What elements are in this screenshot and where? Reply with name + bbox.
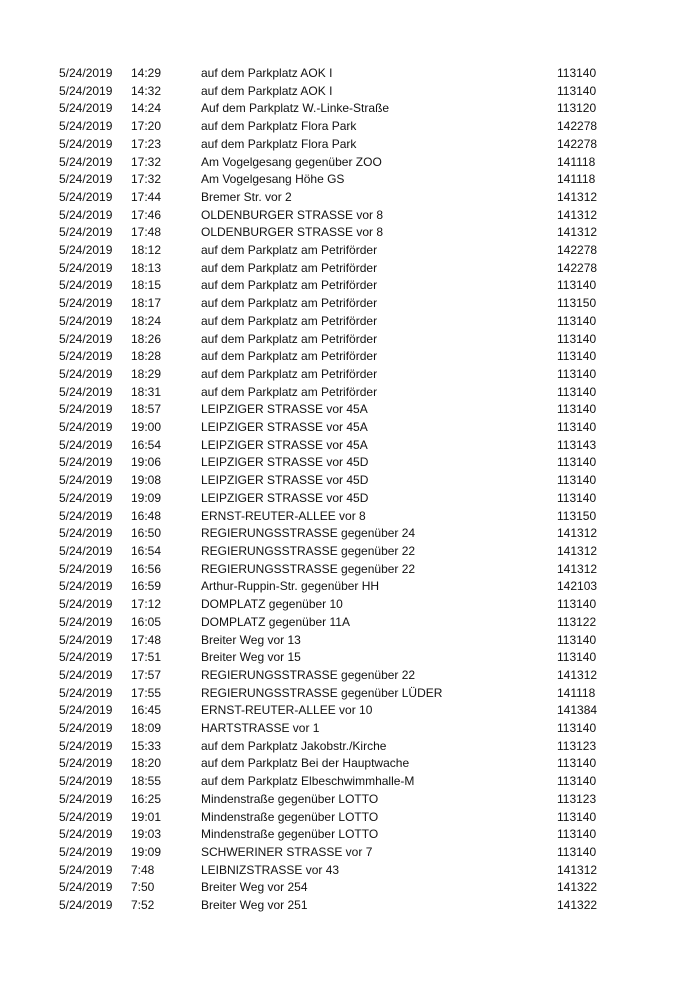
date-cell: 5/24/2019: [59, 225, 113, 240]
date-cell: 5/24/2019: [59, 774, 113, 789]
location-cell: auf dem Parkplatz am Petriförder: [201, 349, 378, 364]
code-cell: 113140: [557, 313, 597, 328]
table-row: [59, 543, 617, 561]
code-cell: 113140: [557, 349, 597, 364]
date-cell: 5/24/2019: [59, 827, 113, 842]
code-cell: 141312: [557, 862, 598, 877]
code-cell: 113120: [557, 101, 597, 116]
table-row: [59, 83, 617, 101]
date-cell: 5/24/2019: [59, 101, 113, 116]
code-cell: 141118: [557, 172, 596, 187]
table-row: [59, 419, 617, 437]
code-cell: 141312: [557, 207, 598, 222]
time-cell: 16:50: [131, 526, 162, 541]
code-cell: 113140: [557, 721, 597, 736]
table-row: [59, 348, 617, 366]
date-cell: 5/24/2019: [59, 66, 113, 80]
table-row: [59, 649, 617, 667]
date-cell: 5/24/2019: [59, 579, 113, 594]
date-cell: 5/24/2019: [59, 490, 113, 505]
code-cell: 113140: [557, 844, 597, 859]
table-row: [59, 260, 617, 278]
time-cell: 18:31: [131, 384, 162, 399]
location-cell: auf dem Parkplatz Flora Park: [201, 119, 357, 134]
table-row: [59, 561, 617, 579]
code-cell: 113150: [557, 508, 597, 523]
location-cell: DOMPLATZ gegenüber 10: [201, 597, 343, 612]
date-cell: 5/24/2019: [59, 756, 113, 771]
code-cell: 113140: [557, 331, 597, 346]
time-cell: 14:24: [131, 101, 162, 116]
date-cell: 5/24/2019: [59, 437, 113, 452]
time-cell: 19:09: [131, 490, 162, 505]
code-cell: 141312: [557, 189, 598, 204]
time-cell: 18:55: [131, 774, 162, 789]
code-cell: 142278: [557, 119, 598, 134]
table-row: [59, 596, 617, 614]
date-cell: 5/24/2019: [59, 473, 113, 488]
table-row: [59, 454, 617, 472]
table-row: [59, 171, 617, 189]
time-cell: 7:52: [131, 898, 155, 913]
location-cell: REGIERUNGSSTRASSE gegenüber 24: [201, 526, 416, 541]
date-cell: 5/24/2019: [59, 278, 113, 293]
code-cell: 141118: [557, 685, 596, 700]
date-cell: 5/24/2019: [59, 614, 113, 629]
date-cell: 5/24/2019: [59, 349, 113, 364]
date-cell: 5/24/2019: [59, 844, 113, 859]
time-cell: 17:46: [131, 207, 162, 222]
table-row: [59, 313, 617, 331]
date-cell: 5/24/2019: [59, 721, 113, 736]
time-cell: 19:09: [131, 844, 162, 859]
date-cell: 5/24/2019: [59, 384, 113, 399]
table-row: [59, 189, 617, 207]
time-cell: 18:24: [131, 313, 162, 328]
code-cell: 113123: [557, 791, 597, 806]
table-row: [59, 384, 617, 402]
location-cell: Breiter Weg vor 254: [201, 880, 308, 895]
table-row: [59, 773, 617, 791]
table-row: [59, 702, 617, 720]
date-cell: 5/24/2019: [59, 738, 113, 753]
date-cell: 5/24/2019: [59, 455, 113, 470]
date-cell: 5/24/2019: [59, 543, 113, 558]
table-row: [59, 809, 617, 827]
table-row: [59, 614, 617, 632]
time-cell: 16:48: [131, 508, 162, 523]
date-cell: 5/24/2019: [59, 898, 113, 913]
code-cell: 113122: [557, 614, 597, 629]
date-cell: 5/24/2019: [59, 809, 113, 824]
date-cell: 5/24/2019: [59, 119, 113, 134]
time-cell: 19:01: [131, 809, 162, 824]
time-cell: 16:05: [131, 614, 162, 629]
time-cell: 16:59: [131, 579, 162, 594]
records-table-body: [59, 65, 617, 915]
time-cell: 16:45: [131, 703, 162, 718]
location-cell: ERNST-REUTER-ALLEE vor 8: [201, 508, 366, 523]
code-cell: 142278: [557, 243, 598, 258]
date-cell: 5/24/2019: [59, 862, 113, 877]
location-cell: HARTSTRASSE vor 1: [201, 721, 320, 736]
table-row: [59, 578, 617, 596]
date-cell: 5/24/2019: [59, 402, 113, 417]
code-cell: 141312: [557, 225, 598, 240]
time-cell: 17:32: [131, 172, 162, 187]
table-row: [59, 65, 617, 83]
code-cell: 113140: [557, 809, 597, 824]
location-cell: SCHWERINER STRASSE vor 7: [201, 844, 373, 859]
location-cell: auf dem Parkplatz am Petriförder: [201, 296, 378, 311]
location-cell: auf dem Parkplatz am Petriförder: [201, 331, 378, 346]
location-cell: Mindenstraße gegenüber LOTTO: [201, 827, 379, 842]
table-row: [59, 472, 617, 490]
table-row: [59, 118, 617, 136]
location-cell: auf dem Parkplatz am Petriförder: [201, 384, 378, 399]
time-cell: 16:56: [131, 561, 162, 576]
code-cell: 113140: [557, 66, 597, 80]
code-cell: 142278: [557, 136, 598, 151]
location-cell: REGIERUNGSSTRASSE gegenüber 22: [201, 667, 416, 682]
time-cell: 16:25: [131, 791, 162, 806]
date-cell: 5/24/2019: [59, 366, 113, 381]
table-row: [59, 720, 617, 738]
location-cell: LEIPZIGER STRASSE vor 45D: [201, 490, 369, 505]
time-cell: 7:50: [131, 880, 155, 895]
records-table: [59, 65, 617, 915]
location-cell: DOMPLATZ gegenüber 11A: [201, 614, 350, 629]
date-cell: 5/24/2019: [59, 561, 113, 576]
code-cell: 141322: [557, 880, 598, 895]
location-cell: auf dem Parkplatz Jakobstr./Kirche: [201, 738, 387, 753]
location-cell: LEIPZIGER STRASSE vor 45D: [201, 473, 369, 488]
code-cell: 113123: [557, 738, 597, 753]
time-cell: 17:23: [131, 136, 162, 151]
date-cell: 5/24/2019: [59, 685, 113, 700]
date-cell: 5/24/2019: [59, 136, 113, 151]
code-cell: 113140: [557, 455, 597, 470]
table-row: [59, 136, 617, 154]
location-cell: Mindenstraße gegenüber LOTTO: [201, 791, 379, 806]
table-row: [59, 844, 617, 862]
time-cell: 19:08: [131, 473, 162, 488]
location-cell: Mindenstraße gegenüber LOTTO: [201, 809, 379, 824]
table-row: [59, 738, 617, 756]
time-cell: 18:28: [131, 349, 162, 364]
location-cell: auf dem Parkplatz am Petriförder: [201, 278, 378, 293]
code-cell: 113140: [557, 402, 597, 417]
code-cell: 113140: [557, 366, 597, 381]
location-cell: auf dem Parkplatz Flora Park: [201, 136, 357, 151]
location-cell: auf dem Parkplatz am Petriförder: [201, 366, 378, 381]
code-cell: 113140: [557, 278, 597, 293]
time-cell: 18:13: [131, 260, 162, 275]
date-cell: 5/24/2019: [59, 172, 113, 187]
location-cell: REGIERUNGSSTRASSE gegenüber LÜDER: [201, 685, 443, 700]
code-cell: 113140: [557, 490, 597, 505]
time-cell: 17:32: [131, 154, 162, 169]
time-cell: 19:00: [131, 420, 162, 435]
code-cell: 141312: [557, 543, 598, 558]
time-cell: 17:20: [131, 119, 162, 134]
table-row: [59, 632, 617, 650]
code-cell: 141312: [557, 526, 598, 541]
table-row: [59, 437, 617, 455]
location-cell: Auf dem Parkplatz W.-Linke-Straße: [201, 101, 390, 116]
table-row: [59, 755, 617, 773]
code-cell: 113140: [557, 473, 597, 488]
date-cell: 5/24/2019: [59, 632, 113, 647]
location-cell: auf dem Parkplatz AOK I: [201, 83, 333, 98]
time-cell: 17:44: [131, 189, 162, 204]
table-row: [59, 224, 617, 242]
date-cell: 5/24/2019: [59, 420, 113, 435]
location-cell: auf dem Parkplatz am Petriförder: [201, 243, 378, 258]
code-cell: 141322: [557, 898, 598, 913]
date-cell: 5/24/2019: [59, 83, 113, 98]
time-cell: 17:51: [131, 650, 162, 665]
location-cell: LEIBNIZSTRASSE vor 43: [201, 862, 340, 877]
code-cell: 141118: [557, 154, 596, 169]
table-row: [59, 667, 617, 685]
location-cell: Breiter Weg vor 251: [201, 898, 308, 913]
time-cell: 14:29: [131, 66, 162, 80]
location-cell: Arthur-Ruppin-Str. gegenüber HH: [201, 579, 380, 594]
code-cell: 141384: [557, 703, 598, 718]
code-cell: 113140: [557, 83, 597, 98]
date-cell: 5/24/2019: [59, 296, 113, 311]
date-cell: 5/24/2019: [59, 260, 113, 275]
code-cell: 113140: [557, 650, 597, 665]
table-row: [59, 508, 617, 526]
table-row: [59, 277, 617, 295]
time-cell: 16:54: [131, 543, 162, 558]
location-cell: Am Vogelgesang Höhe GS: [201, 172, 345, 187]
location-cell: OLDENBURGER STRASSE vor 8: [201, 225, 384, 240]
code-cell: 141312: [557, 561, 598, 576]
table-row: [59, 490, 617, 508]
table-row: [59, 826, 617, 844]
table-row: [59, 685, 617, 703]
location-cell: ERNST-REUTER-ALLEE vor 10: [201, 703, 373, 718]
table-row: [59, 862, 617, 880]
location-cell: LEIPZIGER STRASSE vor 45A: [201, 420, 368, 435]
code-cell: 113140: [557, 384, 597, 399]
code-cell: 113140: [557, 756, 597, 771]
time-cell: 19:03: [131, 827, 162, 842]
code-cell: 113140: [557, 597, 597, 612]
time-cell: 16:54: [131, 437, 162, 452]
table-row: [59, 207, 617, 225]
location-cell: auf dem Parkplatz am Petriförder: [201, 313, 378, 328]
date-cell: 5/24/2019: [59, 243, 113, 258]
location-cell: Breiter Weg vor 15: [201, 650, 301, 665]
table-row: [59, 525, 617, 543]
time-cell: 7:48: [131, 862, 155, 877]
time-cell: 14:32: [131, 83, 162, 98]
date-cell: 5/24/2019: [59, 189, 113, 204]
time-cell: 19:06: [131, 455, 162, 470]
date-cell: 5/24/2019: [59, 791, 113, 806]
time-cell: 17:12: [131, 597, 162, 612]
location-cell: REGIERUNGSSTRASSE gegenüber 22: [201, 543, 416, 558]
code-cell: 113140: [557, 774, 597, 789]
code-cell: 142278: [557, 260, 598, 275]
code-cell: 113140: [557, 827, 597, 842]
table-row: [59, 100, 617, 118]
time-cell: 17:48: [131, 632, 162, 647]
location-cell: LEIPZIGER STRASSE vor 45D: [201, 455, 369, 470]
time-cell: 18:26: [131, 331, 162, 346]
location-cell: auf dem Parkplatz Elbeschwimmhalle-M: [201, 774, 415, 789]
table-row: [59, 331, 617, 349]
location-cell: OLDENBURGER STRASSE vor 8: [201, 207, 384, 222]
date-cell: 5/24/2019: [59, 880, 113, 895]
time-cell: 18:57: [131, 402, 162, 417]
date-cell: 5/24/2019: [59, 207, 113, 222]
date-cell: 5/24/2019: [59, 508, 113, 523]
location-cell: auf dem Parkplatz Bei der Hauptwache: [201, 756, 410, 771]
location-cell: Am Vogelgesang gegenüber ZOO: [201, 154, 382, 169]
table-row: [59, 295, 617, 313]
location-cell: LEIPZIGER STRASSE vor 45A: [201, 402, 368, 417]
date-cell: 5/24/2019: [59, 154, 113, 169]
time-cell: 15:33: [131, 738, 162, 753]
time-cell: 18:09: [131, 721, 162, 736]
code-cell: 142103: [557, 579, 598, 594]
table-row: [59, 897, 617, 915]
date-cell: 5/24/2019: [59, 313, 113, 328]
table-row: [59, 154, 617, 172]
time-cell: 18:20: [131, 756, 162, 771]
code-cell: 113140: [557, 420, 597, 435]
code-cell: 113143: [557, 437, 597, 452]
date-cell: 5/24/2019: [59, 650, 113, 665]
table-row: [59, 242, 617, 260]
table-row: [59, 366, 617, 384]
time-cell: 18:29: [131, 366, 162, 381]
location-cell: REGIERUNGSSTRASSE gegenüber 22: [201, 561, 416, 576]
time-cell: 17:48: [131, 225, 162, 240]
table-row: [59, 879, 617, 897]
code-cell: 113150: [557, 296, 597, 311]
table-row: [59, 791, 617, 809]
location-cell: Bremer Str. vor 2: [201, 189, 292, 204]
location-cell: auf dem Parkplatz AOK I: [201, 66, 333, 80]
date-cell: 5/24/2019: [59, 703, 113, 718]
code-cell: 113140: [557, 632, 597, 647]
date-cell: 5/24/2019: [59, 597, 113, 612]
time-cell: 18:17: [131, 296, 162, 311]
location-cell: auf dem Parkplatz am Petriförder: [201, 260, 378, 275]
date-cell: 5/24/2019: [59, 331, 113, 346]
time-cell: 18:15: [131, 278, 162, 293]
date-cell: 5/24/2019: [59, 526, 113, 541]
time-cell: 17:57: [131, 667, 162, 682]
time-cell: 18:12: [131, 243, 162, 258]
code-cell: 141312: [557, 667, 598, 682]
location-cell: Breiter Weg vor 13: [201, 632, 301, 647]
time-cell: 17:55: [131, 685, 162, 700]
date-cell: 5/24/2019: [59, 667, 113, 682]
table-row: [59, 401, 617, 419]
location-cell: LEIPZIGER STRASSE vor 45A: [201, 437, 368, 452]
